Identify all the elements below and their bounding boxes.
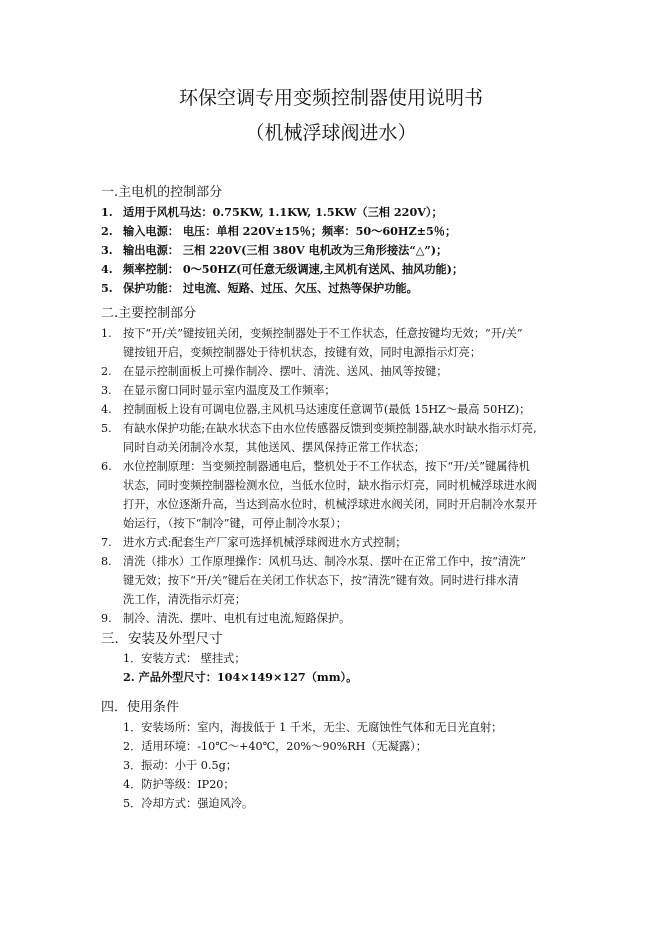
item-text: 键按钮开启，变频控制器处于待机状态，按键有效，同时电源指示灯亮； — [123, 346, 482, 359]
section-heading-4: 四．使用条件 — [101, 700, 180, 715]
item-text: 适用于风机马达：0.75KW, 1.1KW, 1.5KW（三相 220V）； — [123, 205, 443, 219]
item-text: 洗工作，清洗指示灯亮； — [123, 593, 247, 606]
document-subtitle: （机械浮球阀进水） — [245, 122, 417, 144]
list-item: 5．冷却方式：强迫风冷。 — [123, 797, 254, 810]
item-number: 8. — [101, 555, 112, 568]
item-number: 1. — [101, 327, 112, 340]
item-text: 打开，水位逐渐升高，当达到高水位时，机械浮球进水阀关闭，同时开启制冷水泵开 — [123, 498, 537, 511]
item-text: 同时自动关闭制冷水泵，其他送风、摆风保持正常工作状态； — [123, 441, 426, 454]
item-text: 在显示控制面板上可操作制冷、摆叶、清洗、送风、抽风等按键； — [123, 365, 448, 378]
item-number: 5. — [101, 422, 112, 435]
list-item: 1．安装方式： 壁挂式； — [123, 652, 246, 665]
section-heading-1: 一.主电机的控制部分 — [101, 185, 223, 200]
item-text: 键无效；按下“开/关”键后在关闭工作状态下，按“清洗”键有效。同时进行排水清 — [123, 574, 519, 587]
item-number: 4. — [101, 262, 113, 276]
section-heading-2: 二.主要控制部分 — [101, 306, 197, 321]
list-item: 4．防护等级：IP20； — [123, 778, 235, 791]
item-number: 5. — [101, 281, 113, 295]
item-number: 2. — [101, 365, 112, 378]
item-text: 清洗（排水）工作原理操作：风机马达、制冷水泵、摆叶在正常工作中，按“清洗” — [123, 555, 527, 568]
item-text: 进水方式:配套生产厂家可选择机械浮球阀进水方式控制； — [123, 536, 407, 549]
item-text: 频率控制： 0～50HZ(可任意无级调速,主风机有送风、抽风功能)； — [123, 262, 464, 276]
list-item: 1．安装场所：室内，海拔低于 1 千米，无尘、无腐蚀性气体和无日光直射； — [123, 721, 503, 734]
item-number: 4. — [101, 403, 112, 416]
document-title: 环保空调专用变频控制器使用说明书 — [178, 87, 483, 109]
item-number: 2. — [101, 224, 113, 238]
item-text: 按下“开/关”键按钮关闭，变频控制器处于不工作状态，任意按键均无效；“开/关” — [123, 327, 523, 340]
item-text: 输出电源： 三相 220V(三相 380V 电机改为三角形接法“△”)； — [123, 243, 448, 257]
list-item: 3．振动：小于 0.5g； — [123, 759, 237, 772]
item-number: 3. — [101, 384, 112, 397]
section-heading-3: 三．安装及外型尺寸 — [101, 631, 223, 647]
item-text: 水位控制原理：当变频控制器通电后，整机处于不工作状态，按下“开/关”键属待机 — [123, 460, 530, 473]
list-item: 2．适用环境：-10℃～+40℃，20%～90%RH（无凝露）； — [123, 740, 427, 753]
list-item: 2. 产品外型尺寸：104×149×127（mm）。 — [123, 670, 358, 684]
item-text: 制冷、清洗、摆叶、电机有过电流,短路保护。 — [123, 612, 351, 625]
item-text: 状态，同时变频控制器检测水位，当低水位时，缺水指示灯亮，同时机械浮球进水阀 — [123, 479, 537, 492]
item-number: 7. — [101, 536, 112, 549]
item-text: 有缺水保护功能;在缺水状态下由水位传感器反馈到变频控制器,缺水时缺水指示灯亮, — [123, 422, 537, 435]
item-text: 始运行，（按下“制冷”键，可停止制冷水泵）； — [123, 517, 347, 530]
item-text: 保护功能： 过电流、短路、过压、欠压、过热等保护功能。 — [123, 281, 418, 295]
item-text: 控制面板上设有可调电位器,主风机马达速度任意调节(最低 15HZ～最高 50HZ)； — [123, 403, 531, 416]
item-number: 3. — [101, 243, 113, 257]
item-number: 9. — [101, 612, 112, 625]
item-number: 1. — [101, 205, 113, 219]
item-text: 在显示窗口同时显示室内温度及工作频率； — [123, 384, 336, 397]
item-number: 6. — [101, 460, 112, 473]
item-text: 输入电源： 电压：单相 220V±15％；频率：50～60HZ±5％； — [123, 224, 457, 238]
